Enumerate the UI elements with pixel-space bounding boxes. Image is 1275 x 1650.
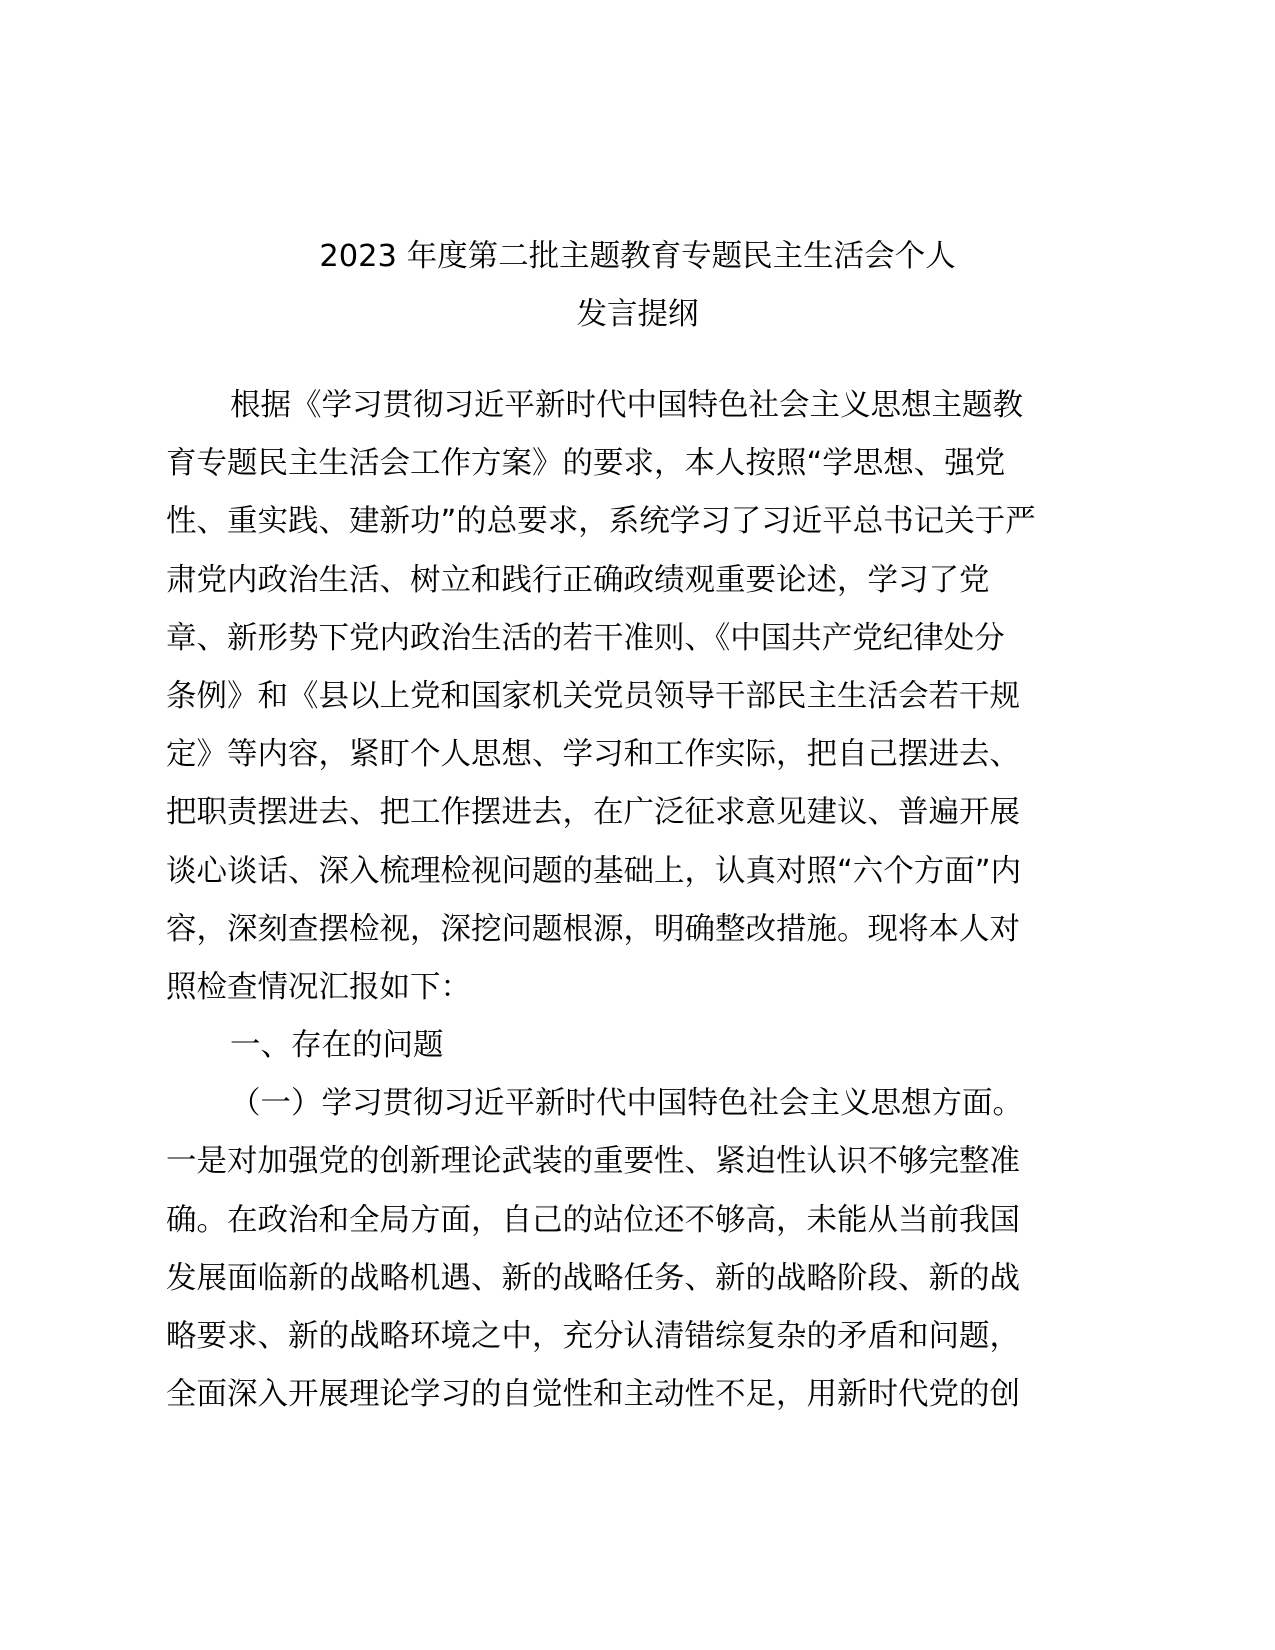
text-line: 谈心谈话、深入梳理检视问题的基础上，认真对照“六个方面”内 [166, 853, 1022, 889]
text-line: 育专题民主生活会工作方案》的要求，本人按照“学思想、强党 [166, 446, 1006, 482]
text-line: 把职责摆进去、把工作摆进去，在广泛征求意见建议、普遍开展 [166, 795, 1020, 831]
text-line: 容，深刻查摆检视，深挖问题根源，明确整改措施。现将本人对 [166, 911, 1020, 947]
text-line: 确。在政治和全局方面，自己的站位还不够高，未能从当前我国 [166, 1202, 1020, 1238]
section-heading [166, 1017, 1116, 1075]
text-line: 照检查情况汇报如下： [166, 969, 471, 1005]
text-line: 全面深入开展理论学习的自觉性和主动性不足，用新时代党的创 [166, 1377, 1020, 1413]
text-line: 定》等内容，紧盯个人思想、学习和工作实际，把自己摆进去、 [166, 737, 1020, 773]
heading-line: 一、存在的问题 [230, 1028, 444, 1064]
text-line: 略要求、新的战略环境之中，充分认清错综复杂的矛盾和问题， [166, 1319, 1020, 1354]
paragraph-subsection-1 [166, 1075, 1116, 1424]
text-line: 根据《学习贯彻习近平新时代中国特色社会主义思想主题教 [230, 388, 1023, 423]
paragraph-intro [166, 377, 1116, 1017]
document-title [150, 228, 1125, 344]
text-line: （一）学习贯彻习近平新时代中国特色社会主义思想方面。 [230, 1086, 1023, 1122]
text-line: 一是对加强党的创新理论武装的重要性、紧迫性认识不够完整准 [166, 1144, 1020, 1180]
text-line: 章、新形势下党内政治生活的若干准则、《中国共产党纪律处分 [166, 620, 1005, 656]
text-line: 肃党内政治生活、树立和践行正确政绩观重要论述，学习了党 [166, 562, 990, 598]
document-body [166, 377, 1116, 1424]
title-line: 发言提纲 [576, 297, 699, 333]
title-line: 2023 年度第二批主题教育专题民主生活会个人 [319, 239, 956, 274]
text-line: 条例》和《县以上党和国家机关党员领导干部民主生活会若干规 [166, 678, 1020, 714]
text-line: 发展面临新的战略机遇、新的战略任务、新的战略阶段、新的战 [166, 1260, 1020, 1296]
text-line: 性、重实践、建新功”的总要求，系统学习了习近平总书记关于严 [166, 504, 1036, 540]
